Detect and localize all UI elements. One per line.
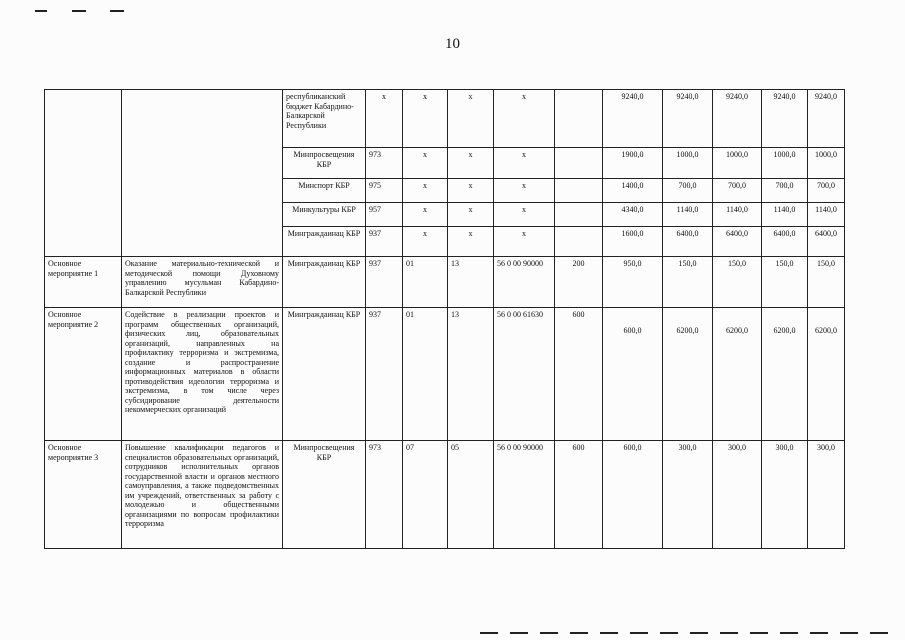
amount: 600,0 — [603, 441, 663, 549]
activity-name — [45, 90, 122, 257]
activity-name: Основное мероприятие 3 — [45, 441, 122, 549]
amount: 1900,0 — [603, 148, 663, 179]
rz-code: x — [403, 227, 448, 257]
rz-code: 01 — [403, 257, 448, 308]
amount: 1000,0 — [762, 148, 808, 179]
vr-code: 600 — [555, 308, 603, 441]
amount: 150,0 — [713, 257, 762, 308]
amount: 9240,0 — [762, 90, 808, 148]
grbs-code: 957 — [366, 203, 403, 227]
table-row — [45, 90, 845, 148]
amount: 1600,0 — [603, 227, 663, 257]
executor: Минпросвещения КБР — [283, 441, 366, 549]
amount: 6200,0 — [808, 308, 845, 441]
executor: Минкультуры КБР — [283, 203, 366, 227]
amount: 6400,0 — [713, 227, 762, 257]
amount: 950,0 — [603, 257, 663, 308]
csr-code: 56 0 00 90000 — [494, 257, 555, 308]
csr-code: 56 0 00 61630 — [494, 308, 555, 441]
activity-description: Повышение квалификации педагогов и специалистов образовательных организаций, сотрудников исполнительных органов государственной власти и органов местного самоуправления, а также подведомственных им учреждений, ответственных за работу с молодежью и общественными организациями по вопросам профилактики терроризма — [122, 441, 283, 549]
csr-code: x — [494, 203, 555, 227]
pr-code: x — [448, 179, 494, 203]
activity-name: Основное мероприятие 2 — [45, 308, 122, 441]
scan-mark — [480, 632, 900, 634]
amount: 300,0 — [663, 441, 713, 549]
amount: 6200,0 — [663, 308, 713, 441]
vr-code — [555, 90, 603, 148]
executor: Минпросвещения КБР — [283, 148, 366, 179]
executor: республиканский бюджет Кабардино-Балкарской Республики — [283, 90, 366, 148]
pr-code: 05 — [448, 441, 494, 549]
executor: Минграждаинац КБР — [283, 227, 366, 257]
pr-code: x — [448, 148, 494, 179]
grbs-code: 937 — [366, 227, 403, 257]
pr-code: x — [448, 203, 494, 227]
scan-mark — [35, 10, 47, 12]
grbs-code: 937 — [366, 257, 403, 308]
pr-code: 13 — [448, 308, 494, 441]
amount: 6400,0 — [808, 227, 845, 257]
amount: 1140,0 — [713, 203, 762, 227]
grbs-code: 937 — [366, 308, 403, 441]
page-number: 10 — [445, 36, 460, 52]
grbs-code: 973 — [366, 148, 403, 179]
csr-code: 56 0 00 90000 — [494, 441, 555, 549]
amount: 300,0 — [762, 441, 808, 549]
amount: 150,0 — [762, 257, 808, 308]
executor: Минспорт КБР — [283, 179, 366, 203]
table-row — [45, 308, 845, 441]
amount: 1140,0 — [762, 203, 808, 227]
amount: 700,0 — [762, 179, 808, 203]
pr-code: x — [448, 227, 494, 257]
csr-code: x — [494, 90, 555, 148]
amount: 1000,0 — [713, 148, 762, 179]
activity-description — [122, 90, 283, 257]
pr-code: 13 — [448, 257, 494, 308]
vr-code — [555, 227, 603, 257]
rz-code: x — [403, 179, 448, 203]
rz-code: x — [403, 203, 448, 227]
amount: 9240,0 — [713, 90, 762, 148]
amount: 6400,0 — [663, 227, 713, 257]
budget-table — [44, 89, 845, 549]
scan-mark — [72, 10, 86, 12]
amount: 9240,0 — [663, 90, 713, 148]
scan-mark — [110, 10, 124, 12]
amount: 9240,0 — [808, 90, 845, 148]
amount: 6200,0 — [713, 308, 762, 441]
vr-code: 600 — [555, 441, 603, 549]
grbs-code: 975 — [366, 179, 403, 203]
vr-code: 200 — [555, 257, 603, 308]
executor: Минграждаинац КБР — [283, 257, 366, 308]
amount: 1000,0 — [808, 148, 845, 179]
amount: 9240,0 — [603, 90, 663, 148]
vr-code — [555, 148, 603, 179]
executor: Минграждаинац КБР — [283, 308, 366, 441]
grbs-code: 973 — [366, 441, 403, 549]
vr-code — [555, 203, 603, 227]
amount: 6200,0 — [762, 308, 808, 441]
table-row — [45, 441, 845, 549]
amount: 150,0 — [808, 257, 845, 308]
vr-code — [555, 179, 603, 203]
amount: 6400,0 — [762, 227, 808, 257]
activity-description: Оказание материально-технической и методической помощи Духовному управлению мусульман Кабардино-Балкарской Республики — [122, 257, 283, 308]
csr-code: x — [494, 227, 555, 257]
pr-code: x — [448, 90, 494, 148]
rz-code: 01 — [403, 308, 448, 441]
amount: 300,0 — [713, 441, 762, 549]
amount: 1140,0 — [663, 203, 713, 227]
rz-code: x — [403, 148, 448, 179]
amount: 300,0 — [808, 441, 845, 549]
amount: 150,0 — [663, 257, 713, 308]
amount: 1000,0 — [663, 148, 713, 179]
rz-code: x — [403, 90, 448, 148]
amount: 700,0 — [713, 179, 762, 203]
activity-description: Содействие в реализации проектов и программ общественных организаций, физических лиц, образовательных организаций, направленных на профилактику терроризма и экстремизма, создание и распространение информационных материалов в области противодействия идеологии терроризма и экстремизма, в том числе через субсидирование деятельности некоммерческих организаций — [122, 308, 283, 441]
amount: 700,0 — [808, 179, 845, 203]
amount: 600,0 — [603, 308, 663, 441]
table-row — [45, 257, 845, 308]
amount: 700,0 — [663, 179, 713, 203]
activity-name: Основное мероприятие 1 — [45, 257, 122, 308]
amount: 4340,0 — [603, 203, 663, 227]
rz-code: 07 — [403, 441, 448, 549]
grbs-code: x — [366, 90, 403, 148]
csr-code: x — [494, 179, 555, 203]
amount: 1140,0 — [808, 203, 845, 227]
amount: 1400,0 — [603, 179, 663, 203]
csr-code: x — [494, 148, 555, 179]
